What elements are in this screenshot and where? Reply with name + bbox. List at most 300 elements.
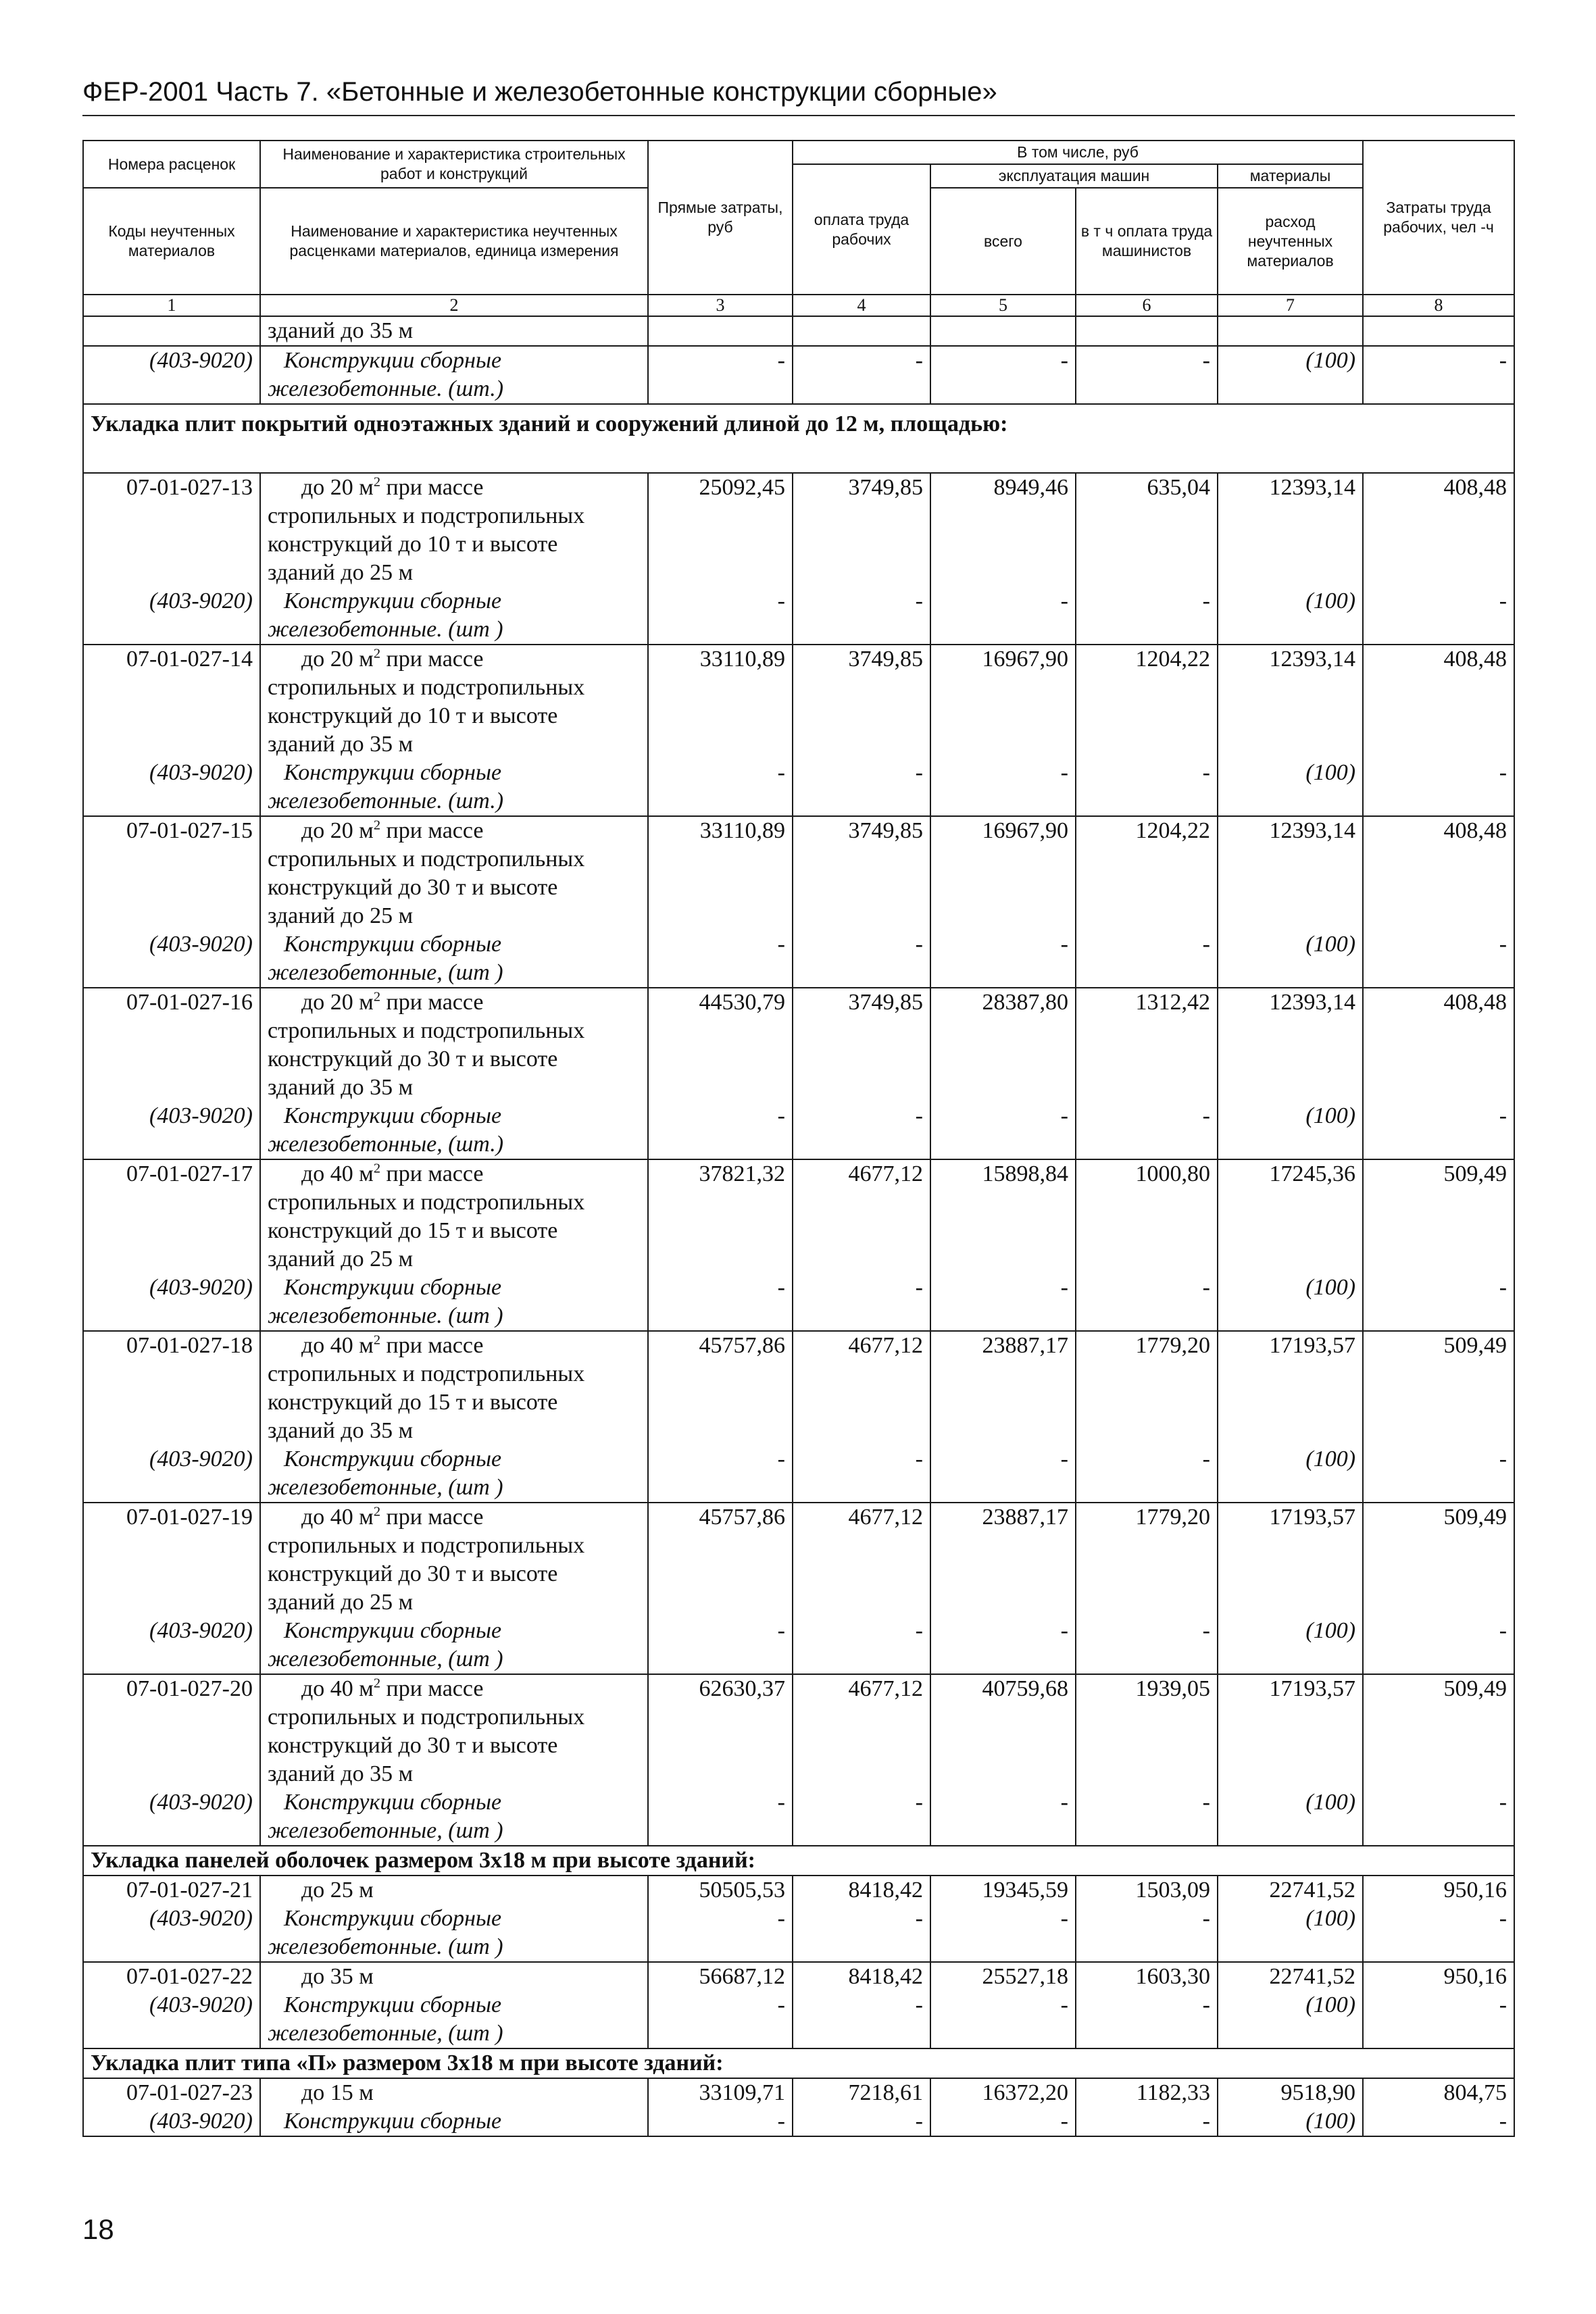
- work-text: при массе: [380, 1676, 484, 1701]
- work-text: стропильных и подстропильных: [260, 1360, 648, 1388]
- rate-description-line: [83, 702, 1514, 730]
- dash: -: [648, 930, 793, 959]
- value-materials: 9518,90: [1218, 2078, 1363, 2107]
- material-amount: (100): [1218, 587, 1363, 615]
- value-materials: 17193,57: [1218, 1331, 1363, 1360]
- value-machines: 23887,17: [930, 1503, 1076, 1532]
- value-wages: 4677,12: [793, 1331, 930, 1360]
- material-name-cont: железобетонные, (шт ): [260, 1817, 648, 1846]
- rate-description-line: [83, 1217, 1514, 1245]
- table-body: [83, 141, 1514, 2136]
- dash: -: [1076, 587, 1218, 615]
- dash: -: [648, 1617, 793, 1645]
- dash: -: [1076, 1991, 1218, 2019]
- dash: -: [648, 1102, 793, 1130]
- dash: -: [930, 1445, 1076, 1474]
- dash: -: [930, 1788, 1076, 1817]
- value-direct: 50505,53: [648, 1876, 793, 1905]
- material-code: (403-9020): [83, 1274, 260, 1302]
- rate-description-line: [83, 1017, 1514, 1045]
- dash: -: [793, 1445, 930, 1474]
- material-amount: (100): [1218, 1102, 1363, 1130]
- work-text: стропильных и подстропильных: [260, 1703, 648, 1732]
- rate-code: 07-01-027-23: [83, 2078, 260, 2107]
- dash: -: [1076, 759, 1218, 787]
- work-text: зданий до 35 м: [260, 1417, 648, 1445]
- work-text: до 35 м: [301, 1964, 374, 1989]
- section-heading-plates: Укладка плит покрытий одноэтажных зданий и сооружений длиной до 12 м, площадью:: [83, 404, 1514, 473]
- value-wages: 4677,12: [793, 1503, 930, 1532]
- continuation-material-row-2: [83, 375, 1514, 404]
- work-description: [260, 645, 648, 674]
- value-wages: 3749,85: [793, 473, 930, 502]
- material-amount: (100): [1218, 2107, 1363, 2136]
- value-machinists: 1779,20: [1076, 1331, 1218, 1360]
- col-number: 8: [1363, 295, 1514, 316]
- value-direct: 33110,89: [648, 645, 793, 674]
- rate-row: [83, 2078, 1514, 2107]
- value-wages: 8418,42: [793, 1962, 930, 1991]
- work-description: [260, 1876, 648, 1905]
- work-description: [260, 1503, 648, 1532]
- value-wages: 3749,85: [793, 645, 930, 674]
- material-row-cont: [83, 1645, 1514, 1674]
- work-text: зданий до 25 м: [260, 902, 648, 930]
- value-machines: 19345,59: [930, 1876, 1076, 1905]
- rate-description-line: [83, 1388, 1514, 1417]
- header-including: В том числе, руб: [793, 141, 1363, 164]
- work-text: до 20 м: [301, 990, 374, 1015]
- material-name: Конструкции сборные: [260, 1445, 648, 1474]
- dash: -: [930, 587, 1076, 615]
- header-missing-consumption: расход неучтенных материалов: [1218, 188, 1363, 295]
- work-text: зданий до 35 м: [260, 1074, 648, 1102]
- dash: -: [930, 2107, 1076, 2136]
- dash: -: [1363, 759, 1514, 787]
- rate-row: [83, 1331, 1514, 1360]
- rate-description-line: [83, 1360, 1514, 1388]
- col-number: 6: [1076, 295, 1218, 316]
- header-machine-operation: эксплуатация машин: [930, 164, 1218, 188]
- rates-table: [82, 140, 1515, 2137]
- dash: -: [793, 1274, 930, 1302]
- dash: -: [793, 930, 930, 959]
- material-code: (403-9020): [83, 587, 260, 615]
- work-text: конструкций до 30 т и высоте: [260, 1732, 648, 1760]
- value-machines: 8949,46: [930, 473, 1076, 502]
- work-description: [260, 1674, 648, 1703]
- value-labor: 408,48: [1363, 816, 1514, 845]
- work-text: стропильных и подстропильных: [260, 1017, 648, 1045]
- header-direct-costs: Прямые затраты, руб: [648, 141, 793, 295]
- rate-code: 07-01-027-17: [83, 1159, 260, 1188]
- column-numbers-row: [83, 295, 1514, 316]
- rate-code: 07-01-027-18: [83, 1331, 260, 1360]
- dash: -: [1076, 1617, 1218, 1645]
- material-name-cont: железобетонные, (шт ): [260, 1645, 648, 1674]
- value-machinists: 1603,30: [1076, 1962, 1218, 1991]
- work-text: до 40 м: [301, 1333, 374, 1358]
- material-amount: (100): [1218, 1991, 1363, 2019]
- material-code: (403-9020): [83, 1102, 260, 1130]
- work-description: [260, 1331, 648, 1360]
- header-missing-name: Наименование и характеристика неучтенных расценками материалов, единица измерения: [260, 188, 648, 295]
- rate-description-line: [83, 1045, 1514, 1074]
- dash: -: [1076, 1788, 1218, 1817]
- unit-superscript: 2: [373, 1332, 381, 1348]
- value-labor: 509,49: [1363, 1159, 1514, 1188]
- value-materials: 12393,14: [1218, 988, 1363, 1017]
- work-text: стропильных и подстропильных: [260, 674, 648, 702]
- unit-superscript: 2: [373, 1676, 381, 1691]
- rate-code: 07-01-027-20: [83, 1674, 260, 1703]
- rate-description-line: [83, 559, 1514, 587]
- unit-superscript: 2: [373, 1161, 381, 1176]
- dash: -: [793, 759, 930, 787]
- header-work-name: Наименование и характеристика строительных работ и конструкций: [260, 141, 648, 188]
- dash: -: [1363, 1274, 1514, 1302]
- work-text: при массе: [380, 475, 484, 500]
- material-code: (403-9020): [83, 1905, 260, 1933]
- rate-description-line: [83, 730, 1514, 759]
- continuation-row: [83, 316, 1514, 346]
- material-row: [83, 1905, 1514, 1933]
- value-labor: 950,16: [1363, 1962, 1514, 1991]
- material-name-cont: железобетонные. (шт.): [260, 787, 648, 816]
- work-description: [260, 2078, 648, 2107]
- dash: -: [930, 1905, 1076, 1933]
- rate-row: [83, 1876, 1514, 1905]
- dash: -: [1076, 1445, 1218, 1474]
- header-missing-codes: Коды неучтенных материалов: [83, 188, 260, 295]
- rate-row: [83, 1503, 1514, 1532]
- value-direct: 33110,89: [648, 816, 793, 845]
- dash: -: [793, 1617, 930, 1645]
- dash: -: [930, 1991, 1076, 2019]
- work-text: до 40 м: [301, 1161, 374, 1186]
- work-text: конструкций до 15 т и высоте: [260, 1217, 648, 1245]
- header-labor-costs: Затраты труда рабочих, чел -ч: [1363, 141, 1514, 295]
- rate-description-line: [83, 1245, 1514, 1274]
- material-amount: (100): [1218, 1905, 1363, 1933]
- material-row: [83, 1617, 1514, 1645]
- work-text: зданий до 35 м: [260, 730, 648, 759]
- work-text: при массе: [380, 1161, 484, 1186]
- value-machines: 23887,17: [930, 1331, 1076, 1360]
- material-name: Конструкции сборные: [260, 1617, 648, 1645]
- material-row-cont: [83, 787, 1514, 816]
- rate-code: 07-01-027-14: [83, 645, 260, 674]
- dash: -: [930, 930, 1076, 959]
- dash: -: [1363, 1788, 1514, 1817]
- dash: -: [793, 2107, 930, 2136]
- dash: -: [648, 1991, 793, 2019]
- value-direct: 33109,71: [648, 2078, 793, 2107]
- dash: -: [793, 346, 930, 375]
- rate-row: [83, 1962, 1514, 1991]
- work-description: [260, 1159, 648, 1188]
- dash: -: [1076, 930, 1218, 959]
- dash: -: [1363, 930, 1514, 959]
- value-labor: 509,49: [1363, 1331, 1514, 1360]
- material-code: (403-9020): [83, 1617, 260, 1645]
- work-text: стропильных и подстропильных: [260, 502, 648, 530]
- material-row-cont: [83, 1130, 1514, 1159]
- unit-superscript: 2: [373, 646, 381, 661]
- value-materials: 22741,52: [1218, 1876, 1363, 1905]
- material-amount: (100): [1218, 759, 1363, 787]
- value-wages: 4677,12: [793, 1159, 930, 1188]
- material-row: [83, 2107, 1514, 2136]
- header-rule: [82, 115, 1515, 116]
- rate-row: [83, 473, 1514, 502]
- rate-code: 07-01-027-16: [83, 988, 260, 1017]
- rate-code: 07-01-027-13: [83, 473, 260, 502]
- dash: -: [930, 1617, 1076, 1645]
- header-rate-numbers: Номера расценок: [83, 141, 260, 188]
- material-amount: (100): [1218, 1617, 1363, 1645]
- unit-superscript: 2: [373, 818, 381, 833]
- dash: -: [1076, 1102, 1218, 1130]
- value-machinists: 1204,22: [1076, 816, 1218, 845]
- continuation-material-row: [83, 346, 1514, 375]
- rate-description-line: [83, 1732, 1514, 1760]
- material-row-cont: [83, 1817, 1514, 1846]
- material-code: (403-9020): [83, 2107, 260, 2136]
- material-amount: (100): [1218, 930, 1363, 959]
- value-direct: 45757,86: [648, 1503, 793, 1532]
- unit-superscript: 2: [373, 474, 381, 490]
- work-text: стропильных и подстропильных: [260, 845, 648, 874]
- value-labor: 408,48: [1363, 988, 1514, 1017]
- value-machines: 40759,68: [930, 1674, 1076, 1703]
- dash: -: [930, 1102, 1076, 1130]
- material-row-cont: [83, 1933, 1514, 1962]
- rate-row: [83, 1159, 1514, 1188]
- work-text: зданий до 25 м: [260, 1588, 648, 1617]
- value-direct: 45757,86: [648, 1331, 793, 1360]
- dash: -: [1363, 2107, 1514, 2136]
- dash: -: [648, 346, 793, 375]
- material-name-cont: железобетонные, (шт.): [260, 1130, 648, 1159]
- material-row: [83, 587, 1514, 615]
- dash: -: [1363, 1905, 1514, 1933]
- dash: -: [1076, 1274, 1218, 1302]
- dash: -: [648, 1905, 793, 1933]
- value-direct: 56687,12: [648, 1962, 793, 1991]
- material-name: Конструкции сборные: [260, 930, 648, 959]
- dash: -: [1363, 1617, 1514, 1645]
- work-text: зданий до 35 м: [260, 1760, 648, 1788]
- material-name: Конструкции сборные: [260, 1905, 648, 1933]
- rate-row: [83, 816, 1514, 845]
- rate-code: 07-01-027-21: [83, 1876, 260, 1905]
- material-row-cont: [83, 1474, 1514, 1503]
- col-number: 5: [930, 295, 1076, 316]
- value-labor: 408,48: [1363, 645, 1514, 674]
- value-materials: 17193,57: [1218, 1674, 1363, 1703]
- dash: -: [648, 2107, 793, 2136]
- work-description: [260, 988, 648, 1017]
- value-labor: 509,49: [1363, 1503, 1514, 1532]
- material-row-cont: [83, 615, 1514, 645]
- dash: -: [648, 1274, 793, 1302]
- material-row: [83, 930, 1514, 959]
- unit-superscript: 2: [373, 989, 381, 1005]
- work-description: [260, 816, 648, 845]
- col-number: 1: [83, 295, 260, 316]
- dash: -: [1076, 1905, 1218, 1933]
- rate-description-line: [83, 1560, 1514, 1588]
- rate-description-line: [83, 902, 1514, 930]
- value-machinists: 1204,22: [1076, 645, 1218, 674]
- work-text: при массе: [380, 647, 484, 672]
- dash: -: [1076, 346, 1218, 375]
- work-text: конструкций до 10 т и высоте: [260, 530, 648, 559]
- rate-description-line: [83, 502, 1514, 530]
- value-materials: 12393,14: [1218, 816, 1363, 845]
- page-header: ФЕР-2001 Часть 7. «Бетонные и железобетонные конструкции сборные»: [82, 77, 997, 107]
- work-text: до 20 м: [301, 475, 374, 500]
- work-text: до 20 м: [301, 647, 374, 672]
- value-machinists: 1182,33: [1076, 2078, 1218, 2107]
- work-text: до 20 м: [301, 818, 374, 843]
- dash: -: [930, 346, 1076, 375]
- material-name-cont: железобетонные, (шт ): [260, 1474, 648, 1503]
- rate-description-line: [83, 874, 1514, 902]
- value-machinists: 1312,42: [1076, 988, 1218, 1017]
- rate-row: [83, 988, 1514, 1017]
- material-code: (403-9020): [83, 346, 260, 375]
- section-heading-p-type: Укладка плит типа «П» размером 3х18 м при высоте зданий:: [83, 2048, 1514, 2078]
- value-machinists: 1503,09: [1076, 1876, 1218, 1905]
- work-text: до 40 м: [301, 1676, 374, 1701]
- continuation-text: зданий до 35 м: [260, 316, 648, 346]
- unit-superscript: 2: [373, 1504, 381, 1519]
- rate-description-line: [83, 1588, 1514, 1617]
- value-materials: 12393,14: [1218, 473, 1363, 502]
- material-name-cont: железобетонные. (шт.): [260, 375, 648, 404]
- page-number: 18: [82, 2213, 114, 2245]
- work-description: [260, 1962, 648, 1991]
- dash: -: [793, 587, 930, 615]
- dash: -: [793, 1991, 930, 2019]
- dash: -: [1363, 587, 1514, 615]
- work-text: конструкций до 15 т и высоте: [260, 1388, 648, 1417]
- rate-row: [83, 645, 1514, 674]
- material-name: Конструкции сборные: [260, 2107, 648, 2136]
- material-code: (403-9020): [83, 1445, 260, 1474]
- col-number: 4: [793, 295, 930, 316]
- section-row: [83, 2048, 1514, 2078]
- material-code: (403-9020): [83, 1991, 260, 2019]
- work-text: стропильных и подстропильных: [260, 1188, 648, 1217]
- col-number: 7: [1218, 295, 1363, 316]
- dash: -: [1076, 2107, 1218, 2136]
- value-direct: 62630,37: [648, 1674, 793, 1703]
- material-row: [83, 1788, 1514, 1817]
- work-text: до 40 м: [301, 1505, 374, 1530]
- work-text: зданий до 25 м: [260, 559, 648, 587]
- dash: -: [1363, 1991, 1514, 2019]
- material-name: Конструкции сборные: [260, 587, 648, 615]
- rate-description-line: [83, 1703, 1514, 1732]
- work-text: конструкций до 30 т и высоте: [260, 874, 648, 902]
- value-machinists: 1939,05: [1076, 1674, 1218, 1703]
- section-heading-shells: Укладка панелей оболочек размером 3х18 м при высоте зданий:: [83, 1846, 1514, 1876]
- work-text: при массе: [380, 990, 484, 1015]
- dash: -: [930, 1274, 1076, 1302]
- value-wages: 3749,85: [793, 988, 930, 1017]
- value-labor: 509,49: [1363, 1674, 1514, 1703]
- material-amount: (100): [1218, 346, 1363, 375]
- dash: -: [648, 1788, 793, 1817]
- work-text: до 15 м: [301, 2080, 374, 2105]
- rate-code: 07-01-027-15: [83, 816, 260, 845]
- work-text: при массе: [380, 818, 484, 843]
- dash: -: [930, 759, 1076, 787]
- header-materials: материалы: [1218, 164, 1363, 188]
- work-text: конструкций до 30 т и высоте: [260, 1560, 648, 1588]
- rate-description-line: [83, 1074, 1514, 1102]
- value-machinists: 1000,80: [1076, 1159, 1218, 1188]
- material-name: Конструкции сборные: [260, 759, 648, 787]
- material-row: [83, 1102, 1514, 1130]
- material-row-cont: [83, 1302, 1514, 1331]
- value-wages: 3749,85: [793, 816, 930, 845]
- material-name-cont: железобетонные, (шт ): [260, 959, 648, 988]
- material-row: [83, 1445, 1514, 1474]
- work-text: конструкций до 30 т и высоте: [260, 1045, 648, 1074]
- work-description: [260, 473, 648, 502]
- material-row: [83, 759, 1514, 787]
- work-text: до 25 м: [301, 1878, 374, 1903]
- value-labor: 408,48: [1363, 473, 1514, 502]
- value-labor: 950,16: [1363, 1876, 1514, 1905]
- header-total: всего: [930, 188, 1076, 295]
- material-name: Конструкции сборные: [260, 1991, 648, 2019]
- material-row: [83, 1274, 1514, 1302]
- rate-row: [83, 1674, 1514, 1703]
- value-wages: 7218,61: [793, 2078, 930, 2107]
- work-text: при массе: [380, 1505, 484, 1530]
- rate-description-line: [83, 674, 1514, 702]
- rate-description-line: [83, 1532, 1514, 1560]
- value-direct: 37821,32: [648, 1159, 793, 1188]
- value-machines: 15898,84: [930, 1159, 1076, 1188]
- dash: -: [1363, 346, 1514, 375]
- col-number: 2: [260, 295, 648, 316]
- value-materials: 17245,36: [1218, 1159, 1363, 1188]
- value-wages: 8418,42: [793, 1876, 930, 1905]
- dash: -: [1363, 1102, 1514, 1130]
- dash: -: [648, 587, 793, 615]
- work-text: при массе: [380, 1333, 484, 1358]
- work-text: зданий до 25 м: [260, 1245, 648, 1274]
- work-text: стропильных и подстропильных: [260, 1532, 648, 1560]
- material-amount: (100): [1218, 1445, 1363, 1474]
- value-materials: 17193,57: [1218, 1503, 1363, 1532]
- col-number: 3: [648, 295, 793, 316]
- material-name-cont: железобетонные. (шт ): [260, 1302, 648, 1331]
- rate-description-line: [83, 530, 1514, 559]
- rate-code: 07-01-027-19: [83, 1503, 260, 1532]
- value-machinists: 635,04: [1076, 473, 1218, 502]
- material-name-cont: железобетонные, (шт ): [260, 2019, 648, 2048]
- header-wages: оплата труда рабочих: [793, 164, 930, 295]
- value-machines: 28387,80: [930, 988, 1076, 1017]
- rate-description-line: [83, 1760, 1514, 1788]
